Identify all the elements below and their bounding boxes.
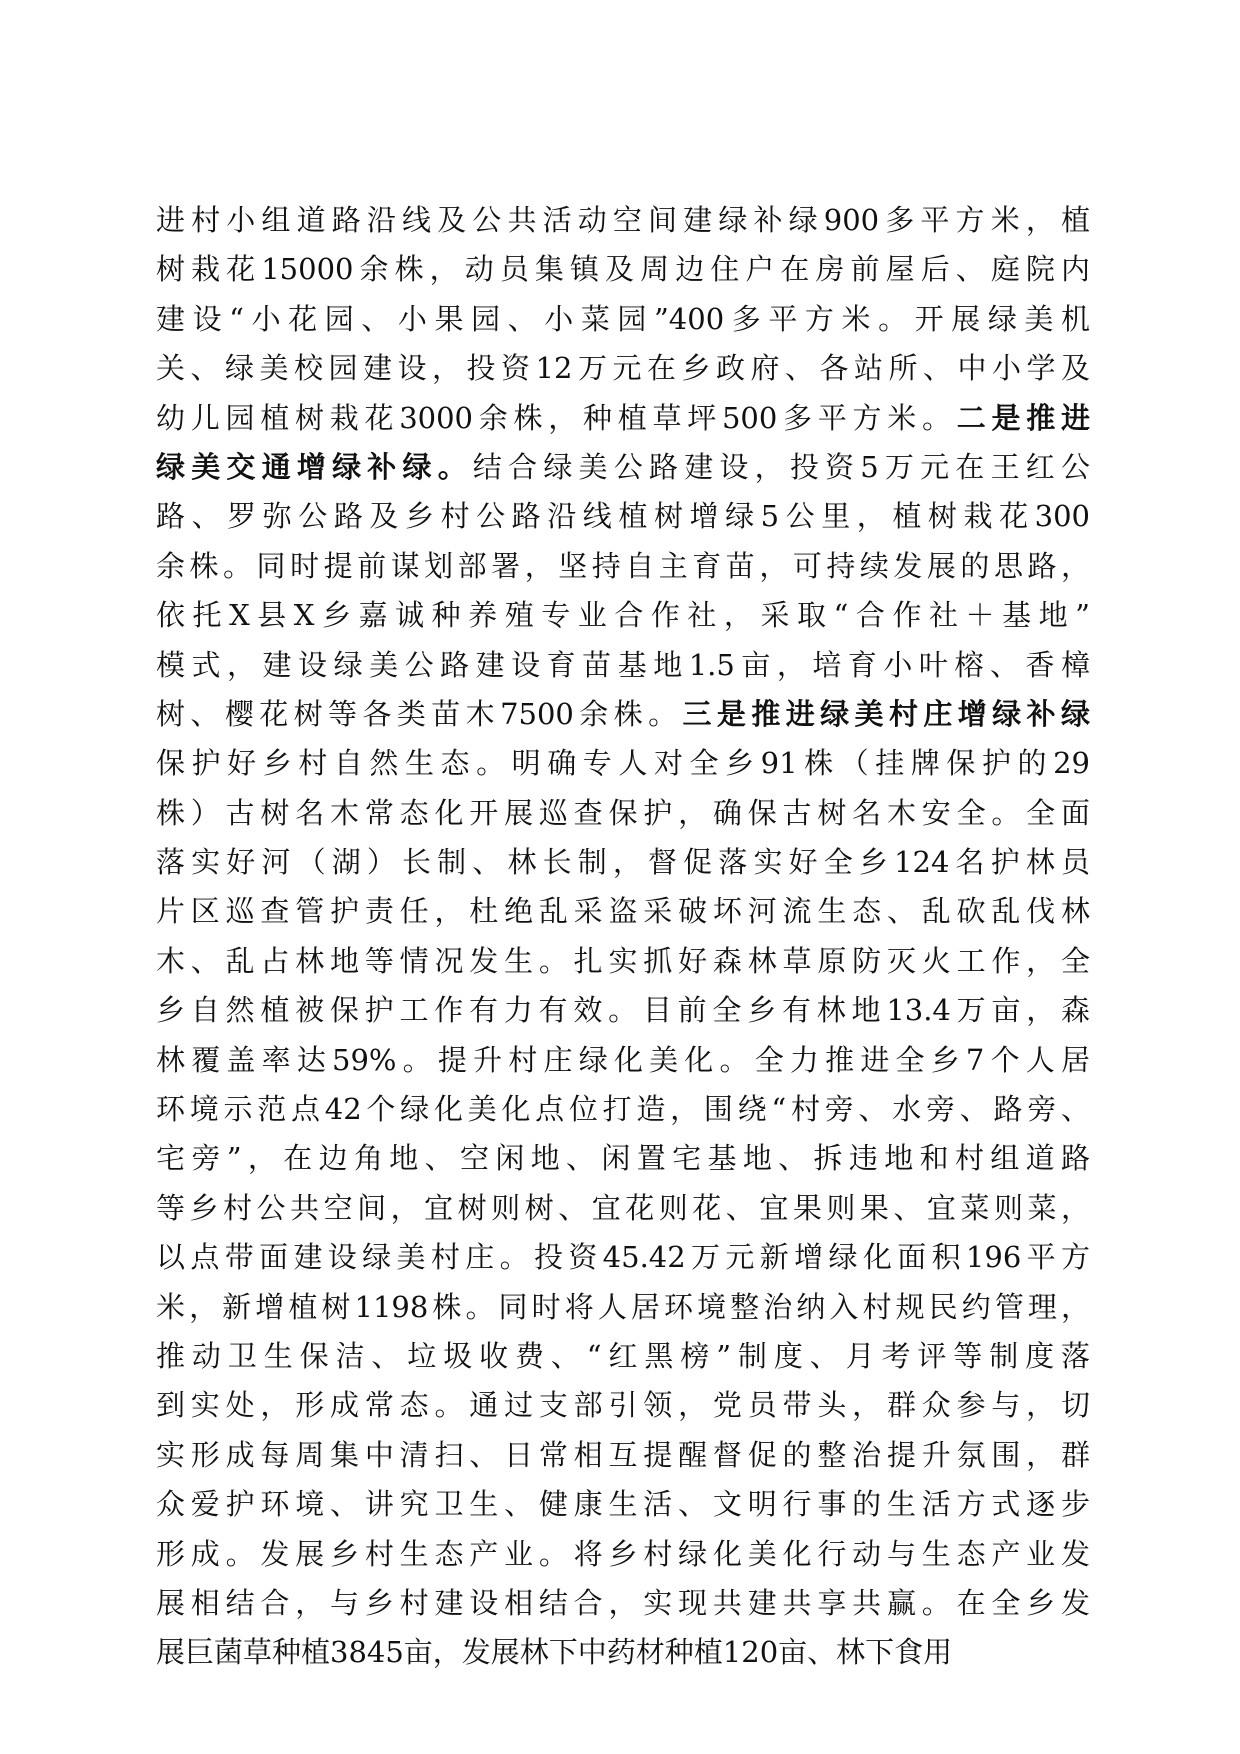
body-text-run: 展相结合，与乡村建设相结合，实现共建共享共赢。在全乡发 xyxy=(156,1585,1090,1620)
text-line xyxy=(156,937,1090,986)
body-text-run: 展巨菌草种植3845亩，发展林下中药材种植120亩、林下食用 xyxy=(156,1635,953,1670)
text-line xyxy=(156,1381,1090,1430)
text-line xyxy=(156,492,1090,541)
body-text-run: 众爱护环境、讲究卫生、健康生活、文明行事的生活方式逐步 xyxy=(156,1487,1090,1522)
body-text-run: 环境示范点42个绿化美化点位打造，围绕“村旁、水旁、路旁、 xyxy=(156,1092,1090,1127)
text-line xyxy=(156,591,1090,640)
text-line xyxy=(156,739,1090,788)
bold-heading-text: 二是推进 xyxy=(956,400,1090,435)
body-text-run: 到实处，形成常态。通过支部引领，党员带头，群众参与，切 xyxy=(156,1388,1090,1423)
text-line xyxy=(156,986,1090,1035)
body-text-run: 路、罗弥公路及乡村公路沿线植树增绿5公里，植树栽花300 xyxy=(156,499,1090,534)
text-line xyxy=(156,1184,1090,1233)
text-line xyxy=(156,394,1090,443)
text-line xyxy=(156,1431,1090,1480)
body-text-run: 余株。同时提前谋划部署，坚持自主育苗，可持续发展的思路， xyxy=(156,548,1090,583)
body-text-run: 推动卫生保洁、垃圾收费、“红黑榜”制度、月考评等制度落 xyxy=(156,1338,1090,1373)
body-text-run: 进村小组道路沿线及公共活动空间建绿补绿900多平方米，植 xyxy=(156,203,1090,237)
body-text-run: 树栽花15000余株，动员集镇及周边住户在房前屋后、庭院内 xyxy=(156,252,1090,287)
text-line xyxy=(156,1085,1090,1134)
text-line xyxy=(156,887,1090,936)
body-text-run: 实形成每周集中清扫、日常相互提醒督促的整治提升氛围，群 xyxy=(156,1437,1090,1472)
text-line xyxy=(156,295,1090,344)
body-text-run: 林覆盖率达59%。提升村庄绿化美化。全力推进全乡7个人居 xyxy=(156,1042,1090,1077)
body-text-run: 形成。发展乡村生态产业。将乡村绿化美化行动与生态产业发 xyxy=(156,1536,1090,1571)
text-line xyxy=(156,344,1090,393)
text-line xyxy=(156,1579,1090,1628)
text-line xyxy=(156,245,1090,294)
body-text xyxy=(156,196,1090,1678)
body-text-run: 宅旁”，在边角地、空闲地、闲置宅基地、拆违地和村组道路 xyxy=(156,1141,1090,1176)
bold-heading-text: 绿美交通增绿补绿。 xyxy=(156,449,473,484)
text-line xyxy=(156,641,1090,690)
body-text-run: 株）古树名木常态化开展巡查保护，确保古树名木安全。全面 xyxy=(156,795,1090,830)
body-text-run: 结合绿美公路建设，投资5万元在王红公 xyxy=(472,449,1090,484)
text-line xyxy=(156,838,1090,887)
body-text-run: 保护好乡村自然生态。明确专人对全乡91株（挂牌保护的29 xyxy=(156,746,1090,781)
body-text-run: 树、樱花树等各类苗木7500余株。 xyxy=(156,696,683,731)
body-text-run: 依托X县X乡嘉诚种养殖专业合作社，采取“合作社＋基地” xyxy=(156,598,1090,633)
text-line xyxy=(156,1036,1090,1085)
bold-heading-text: 三是推进绿美村庄增绿补绿 xyxy=(682,696,1090,731)
body-text-run: 模式，建设绿美公路建设育苗基地1.5亩，培育小叶榕、香樟 xyxy=(156,647,1090,682)
text-line xyxy=(156,1332,1090,1381)
text-line xyxy=(156,1530,1090,1579)
body-text-run: 片区巡查管护责任，杜绝乱采盗采破坏河流生态、乱砍乱伐林 xyxy=(156,894,1090,929)
text-line xyxy=(156,1480,1090,1529)
text-line xyxy=(156,1134,1090,1183)
text-line xyxy=(156,443,1090,492)
text-line xyxy=(156,542,1090,591)
body-text-run: 关、绿美校园建设，投资12万元在乡政府、各站所、中小学及 xyxy=(156,351,1090,386)
body-text-run: 木、乱占林地等情况发生。扎实抓好森林草原防灭火工作，全 xyxy=(156,943,1090,978)
text-line xyxy=(156,1233,1090,1282)
body-text-run: 乡自然植被保护工作有力有效。目前全乡有林地13.4万亩，森 xyxy=(156,993,1090,1028)
body-text-run: 落实好河（湖）长制、林长制，督促落实好全乡124名护林员 xyxy=(156,845,1090,880)
text-line xyxy=(156,1283,1090,1332)
body-text-run: 等乡村公共空间，宜树则树、宜花则花、宜果则果、宜菜则菜， xyxy=(156,1190,1090,1225)
body-text-run: 以点带面建设绿美村庄。投资45.42万元新增绿化面积196平方 xyxy=(156,1240,1090,1275)
body-text-run: 建设“小花园、小果园、小菜园”400多平方米。开展绿美机 xyxy=(156,301,1090,336)
body-text-run: 幼儿园植树栽花3000余株，种植草坪500多平方米。 xyxy=(156,400,957,435)
text-line xyxy=(156,789,1090,838)
text-line xyxy=(156,1628,1090,1677)
text-line xyxy=(156,690,1090,739)
body-text-run: 米，新增植树1198株。同时将人居环境整治纳入村规民约管理， xyxy=(156,1289,1090,1324)
text-line xyxy=(156,196,1090,245)
